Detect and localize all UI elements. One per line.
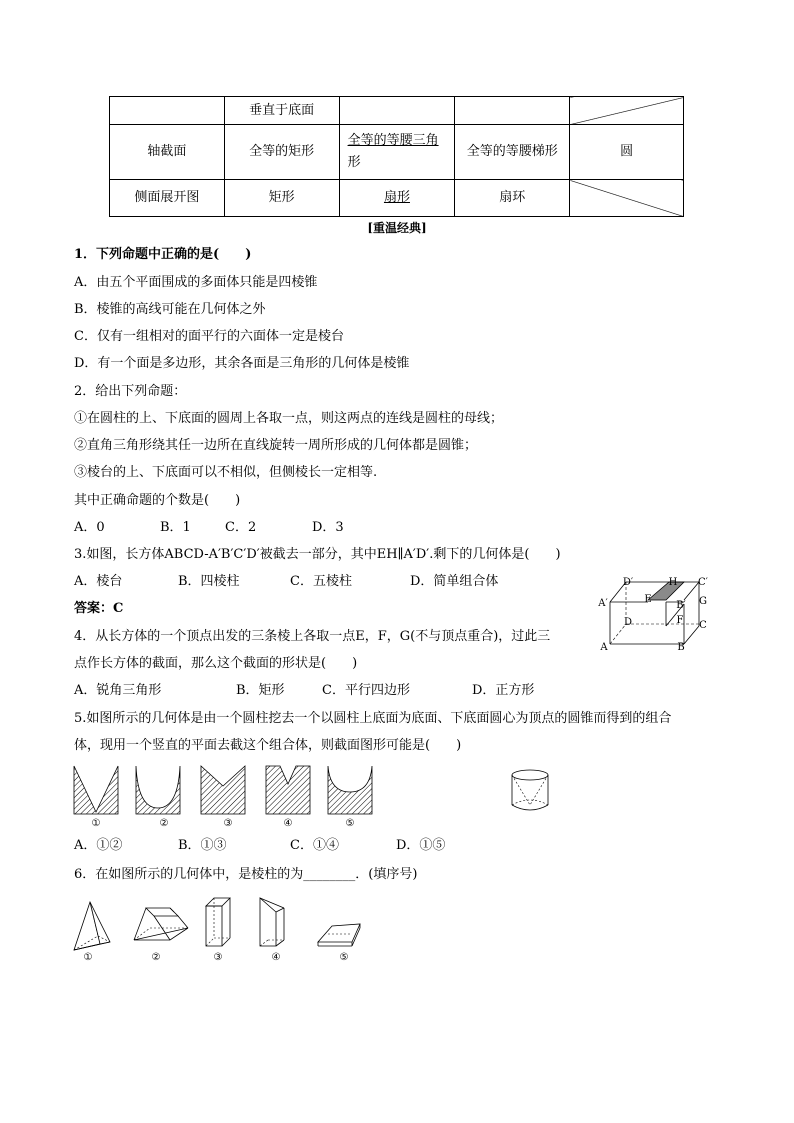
q3-option-a: A．棱台 [74, 574, 123, 589]
q3-answer: 答案：C [74, 601, 124, 616]
q3-option-c: C．五棱柱 [290, 574, 352, 589]
fig-label: D′ [622, 577, 634, 588]
q4-stem-line2: 点作长方体的截面，那么这个截面的形状是( ) [74, 656, 358, 671]
table-cell-diagonal [570, 180, 684, 217]
figure-label: ① [91, 818, 101, 829]
figure-label: ⑤ [345, 818, 355, 829]
q4-option-c: C．平行四边形 [322, 683, 410, 698]
solid-figures [70, 894, 370, 954]
table-cell: 矩形 [224, 180, 339, 217]
q5-option-d: D．①⑤ [396, 838, 446, 853]
cross-section-figures [70, 762, 370, 820]
table-cell: 全等的矩形 [224, 125, 339, 180]
q3-option-d: D．简单组合体 [410, 574, 499, 589]
section-shape-4 [266, 766, 310, 814]
table-cell-diagonal [570, 97, 684, 125]
q4-option-b: B．矩形 [236, 683, 285, 698]
fig-label: G [699, 596, 707, 607]
q4-option-a: A．锐角三角形 [74, 683, 162, 698]
fig-label: E [644, 594, 652, 605]
q1-option-d: D．有一个面是多边形，其余各面是三角形的几何体是棱锥 [74, 356, 410, 371]
q2-stem: 2．给出下列命题： [74, 384, 187, 399]
solid-4-prism [260, 898, 284, 946]
section-shape-2 [136, 766, 180, 814]
q5-option-b: B．①③ [178, 838, 227, 853]
q5-stem-line1: 5.如图所示的几何体是由一个圆柱挖去一个以圆柱上底面为底面、下底面圆心为顶点的圆锥而得到的组合 [74, 711, 672, 726]
q6-stem: 6．在如图所示的几何体中，是棱柱的为________．(填序号) [74, 867, 418, 882]
table-cell [110, 97, 225, 125]
fig-label: C [699, 620, 707, 631]
figure-label: ③ [213, 952, 223, 963]
figure-label: ② [159, 818, 169, 829]
fig-label: F [676, 615, 684, 626]
q2-statement-2: ②直角三角形绕其任一边所在直线旋转一周所形成的几何体都是圆锥； [74, 438, 478, 453]
q1-option-a: A．由五个平面围成的多面体只能是四棱锥 [74, 275, 318, 290]
figure-label: ② [151, 952, 161, 963]
table-cell [455, 97, 570, 125]
section-shape-3 [201, 766, 245, 814]
fig-label: A′ [598, 598, 608, 609]
fig-label: D [623, 617, 633, 628]
figure-label: ⑤ [339, 952, 349, 963]
q3-stem: 3.如图，长方体ABCD-A′B′C′D′被截去一部分，其中EH∥A′D′.剩下的几何体是( ) [74, 547, 561, 562]
section-title: [重温经典] [367, 221, 427, 235]
q5-option-c: C．①④ [290, 838, 339, 853]
cell-text-line: 形 [347, 155, 361, 170]
q4-option-d: D．正方形 [472, 683, 535, 698]
q5-option-a: A．①② [74, 838, 123, 853]
table-cell [339, 125, 455, 180]
fig-label: B′ [676, 600, 686, 611]
solid-5-prism [318, 924, 360, 946]
q2-statement-1: ①在圆柱的上、下底面的圆周上各取一点，则这两点的连线是圆柱的母线； [74, 411, 504, 426]
q2-option-a: A．0 [74, 520, 105, 535]
table-cell: 扇环 [455, 180, 570, 217]
cell-text-line: 全等的等腰三角 [347, 133, 439, 148]
table-cell: 侧面展开图 [110, 180, 225, 217]
figure-label: ④ [271, 952, 281, 963]
figure-label: ③ [223, 818, 233, 829]
cylinder-cone-figure [508, 768, 552, 812]
figure-label: ④ [283, 818, 293, 829]
fig-label: B [677, 642, 685, 653]
solid-1-pyramid [74, 902, 110, 950]
fig-label: A [600, 642, 608, 653]
table-cell: 全等的等腰梯形 [455, 125, 570, 180]
fig-label: C′ [698, 577, 708, 588]
q1-option-b: B．棱锥的高线可能在几何体之外 [74, 302, 266, 317]
fig-label: H [668, 577, 678, 588]
q3-option-b: B．四棱柱 [178, 574, 240, 589]
table-cell: 垂直于底面 [224, 97, 339, 125]
table-cell: 圆 [570, 125, 684, 180]
cuboid-figure [596, 576, 716, 656]
solid-3-prism [206, 898, 230, 946]
q2-option-d: D．3 [312, 520, 344, 535]
q4-stem-line1: 4．从长方体的一个顶点出发的三条棱上各取一点E，F，G(不与顶点重合)，过此三 [74, 629, 551, 644]
q1-stem: 1．下列命题中正确的是( ) [74, 247, 252, 262]
q2-option-b: B．1 [160, 520, 191, 535]
table-cell [339, 180, 455, 217]
section-shape-1 [74, 766, 118, 814]
q2-option-c: C．2 [225, 520, 257, 535]
solid-2-frustum [134, 908, 188, 940]
q5-stem-line2: 体，现用一个竖直的平面去截这个组合体，则截面图形可能是( ) [74, 738, 462, 753]
q2-ask: 其中正确命题的个数是( ) [74, 493, 241, 508]
table-cell [339, 97, 455, 125]
section-shape-5 [328, 766, 372, 814]
table-cell: 轴截面 [110, 125, 225, 180]
solids-comparison-table [109, 96, 684, 217]
figure-label: ① [83, 952, 93, 963]
cell-text: 扇形 [383, 190, 410, 205]
q2-statement-3: ③棱台的上、下底面可以不相似，但侧棱长一定相等. [74, 465, 378, 480]
q1-option-c: C．仅有一组相对的面平行的六面体一定是棱台 [74, 329, 344, 344]
